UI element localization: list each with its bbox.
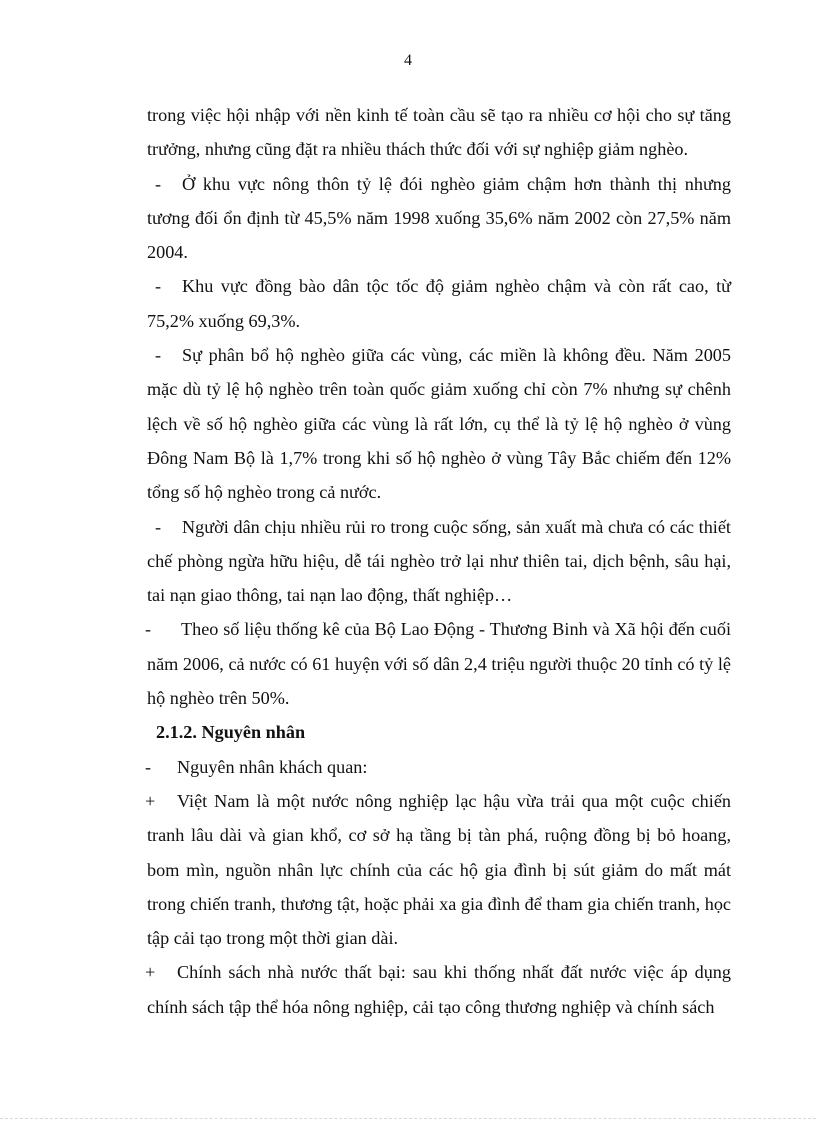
bullet-marker: -: [145, 619, 152, 640]
bullet-marker: -: [155, 345, 162, 366]
paragraph-text: Chính sách nhà nước thất bại: sau khi thống nhất đất nước việc áp dụng chính sách tập thể hóa nông nghiệp, cải tạo công thương nghiệp và chính sách: [147, 962, 731, 1017]
plus-marker: +: [145, 790, 156, 811]
plus-item-policy: [147, 955, 731, 1024]
paragraph-continuation: [147, 98, 731, 167]
plus-item-war: [147, 784, 731, 955]
page-bottom-divider: [0, 1118, 816, 1119]
plus-marker: +: [145, 962, 156, 983]
bullet-marker: -: [155, 173, 162, 194]
paragraph-text: Việt Nam là một nước nông nghiệp lạc hậu vừa trải qua một cuộc chiến tranh lâu dài và gian khổ, cơ sở hạ tầng bị tàn phá, ruộng đồng bị bỏ hoang, bom mìn, nguồn nhân lực chính của các hộ gia đình bị sút giảm do mất mát trong chiến tranh, thương tật, hoặc phải xa gia đình để tham gia chiến tranh, học tập cải tạo trong một thời gian dài.: [147, 790, 731, 949]
paragraph-text: Khu vực đồng bào dân tộc tốc độ giảm nghèo chậm và còn rất cao, từ 75,2% xuống 69,3%.: [147, 276, 731, 331]
bullet-regional-distribution: [147, 338, 731, 509]
paragraph-text: Nguyên nhân khách quan:: [177, 756, 368, 777]
paragraph-text: trong việc hội nhập với nền kinh tế toàn cầu sẽ tạo ra nhiều cơ hội cho sự tăng trưởng, nhưng cũng đặt ra nhiều thách thức đối với sự nghiệp giảm nghèo.: [147, 105, 731, 160]
paragraph-text: Người dân chịu nhiều rủi ro trong cuộc sống, sản xuất mà chưa có các thiết chế phòng ngừa hữu hiệu, dễ tái nghèo trở lại như thiên tai, dịch bệnh, sâu hại, tai nạn giao thông, tai nạn lao động, thất nghiệp…: [147, 516, 731, 606]
bullet-marker: -: [155, 516, 162, 537]
bullet-risks: [147, 510, 731, 613]
bullet-ethnic-minority: [147, 269, 731, 338]
paragraph-text: Theo số liệu thống kê của Bộ Lao Động - Thương Binh và Xã hội đến cuối năm 2006, cả nước có 61 huyện với số dân 2,4 triệu người thuộc 20 tỉnh có tỷ lệ hộ nghèo trên 50%.: [147, 619, 731, 709]
bullet-marker: -: [145, 756, 152, 777]
paragraph-text: Ở khu vực nông thôn tỷ lệ đói nghèo giảm chậm hơn thành thị nhưng tương đối ổn định từ 45,5% năm 1998 xuống 35,6% năm 2002 còn 27,5% năm 2004.: [147, 173, 731, 263]
bullet-rural-poverty: [147, 167, 731, 270]
bullet-statistics: [147, 612, 731, 715]
bullet-marker: -: [155, 276, 162, 297]
section-heading: 2.1.2. Nguyên nhân: [156, 722, 306, 743]
document-body: [147, 98, 731, 1024]
bullet-objective-causes: [147, 750, 731, 784]
page-number: 4: [404, 52, 412, 69]
paragraph-text: Sự phân bổ hộ nghèo giữa các vùng, các miền là không đều. Năm 2005 mặc dù tỷ lệ hộ nghèo trên toàn quốc giảm xuống chỉ còn 7% nhưng sự chênh lệch về số hộ nghèo giữa các vùng là rất lớn, cụ thể là tỷ lệ hộ nghèo ở vùng Đông Nam Bộ là 1,7% trong khi số hộ nghèo ở vùng Tây Bắc chiếm đến 12% tổng số hộ nghèo trong cả nước.: [147, 345, 731, 503]
